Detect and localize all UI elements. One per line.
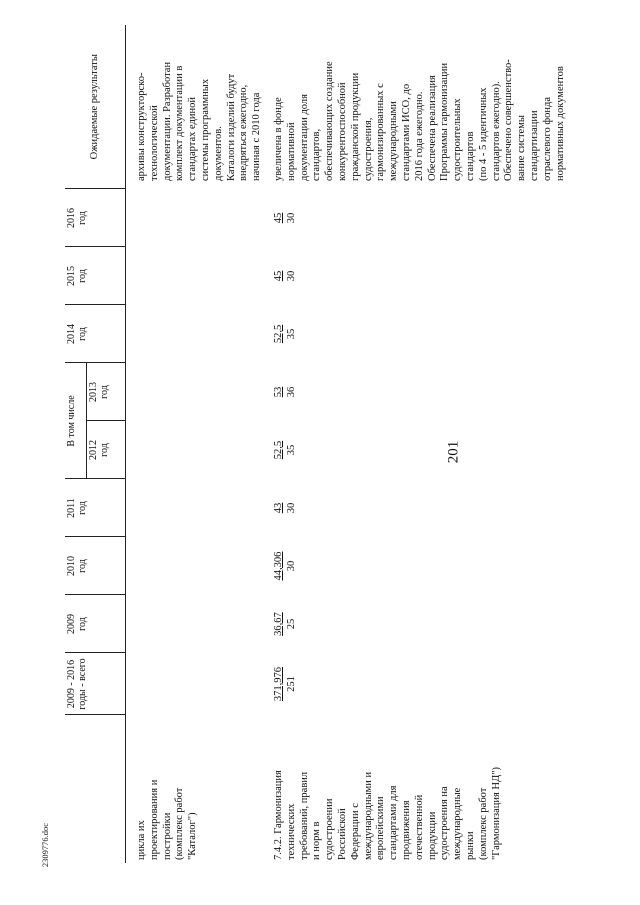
header-row-top — [65, 25, 86, 863]
year-value-cell-2011 — [265, 479, 568, 537]
result-line: гражданской продукции — [349, 72, 361, 181]
row-result-cell — [265, 25, 568, 189]
year-value-top: 36,67 — [272, 612, 284, 636]
row-name-line: и норм в — [311, 821, 323, 860]
row-name-line: (комплекс работ — [174, 787, 186, 860]
result-line: судостроения, — [362, 117, 374, 181]
rotated-table-area — [65, 54, 566, 863]
year-unit: год — [98, 385, 110, 399]
empty-cell — [126, 189, 265, 247]
table-row — [265, 25, 568, 863]
result-line: Программы гармонизации — [439, 62, 451, 181]
year-value-bottom: 30 — [285, 502, 297, 514]
row-name-line: международные — [452, 787, 464, 860]
row-name-line: постройки — [161, 812, 173, 860]
header-year-2012 — [86, 421, 125, 479]
header-in-that-number: В том числе — [65, 363, 86, 479]
year-value-cell-2010 — [265, 537, 568, 595]
result-line: нормативных документов — [554, 66, 566, 181]
header-results: Ожидаемые результаты — [65, 25, 126, 189]
header-year-2010 — [65, 537, 126, 595]
result-line: нормативной — [285, 122, 297, 181]
result-line: документов. — [212, 126, 224, 181]
result-line: международными — [388, 101, 400, 181]
row-name-line: судостроении — [324, 798, 336, 860]
year-value-top: 45 — [272, 212, 284, 224]
row-name-cell — [126, 715, 265, 863]
header-year-2009 — [65, 595, 126, 653]
year-label: 2012 — [87, 440, 99, 460]
row-name-line: стандартами для — [388, 785, 400, 860]
header-name-cell — [65, 715, 126, 863]
year-value-bottom: 30 — [285, 270, 297, 282]
year-value-top: 52,5 — [272, 440, 284, 460]
result-line: стандартов — [464, 131, 476, 181]
year-label: 2015 — [66, 265, 77, 286]
header-year-2014 — [65, 305, 126, 363]
program-table — [65, 25, 568, 863]
year-unit: год — [98, 443, 110, 457]
result-line: вание системы — [516, 115, 528, 181]
empty-cell — [126, 363, 265, 421]
result-line: стандартов, — [311, 128, 323, 181]
footer-document-code: 2309776.doc — [40, 822, 50, 868]
result-line: начиная с 2010 года — [251, 92, 263, 181]
result-line: 2016 года ежегодно. — [413, 91, 425, 181]
year-value-top: 43 — [272, 502, 284, 514]
result-line: стандартами ИСО, до — [400, 83, 412, 181]
result-line: Обеспечена реализация — [426, 75, 438, 181]
empty-cell — [126, 653, 265, 715]
year-value-bottom: 35 — [285, 328, 297, 340]
year-label: 2009 — [66, 614, 77, 634]
year-value-top: 52,5 — [272, 324, 284, 344]
result-line: внедряться ежегодно, — [238, 84, 250, 181]
result-line: Каталоги изделий будут — [225, 73, 237, 181]
header-year-2013 — [86, 363, 125, 421]
year-value-cell-2009 — [265, 595, 568, 653]
year-value-cell-2016 — [265, 189, 568, 247]
header-total-bottom: годы - всего — [77, 658, 88, 710]
year-value-cell-2013 — [265, 363, 568, 421]
result-line: гармонизированных с — [375, 83, 387, 181]
row-name-line: Федерации с — [349, 803, 361, 860]
year-unit: год — [77, 327, 88, 341]
row-name-line: судостроения на — [439, 786, 451, 860]
result-line: стандартизации — [528, 110, 540, 181]
result-line: увеличена в фонде — [272, 97, 284, 181]
result-line: стандартов ежегодно). — [490, 81, 502, 181]
total-value-bottom: 251 — [285, 676, 297, 692]
year-value-top: 45 — [272, 270, 284, 282]
empty-cell — [126, 421, 265, 479]
result-line: стандартах единой — [187, 96, 199, 181]
row-name-line: (комплекс работ — [477, 787, 489, 860]
row-name-line: проектирования и — [148, 779, 160, 860]
year-value-cell-2014 — [265, 305, 568, 363]
empty-cell — [126, 537, 265, 595]
row-name-line: "Каталог") — [187, 812, 199, 860]
empty-cell — [126, 479, 265, 537]
header-total-top: 2009 - 2016 — [66, 659, 77, 709]
year-value-bottom: 35 — [285, 444, 297, 456]
year-value-top: 53 — [272, 386, 284, 398]
year-label: 2014 — [66, 323, 77, 344]
result-line: обеспечивающих создание — [324, 61, 336, 181]
row-result-cell — [126, 25, 265, 189]
year-unit: год — [77, 617, 88, 631]
row-name-line: рынки — [464, 831, 476, 860]
header-year-2011 — [65, 479, 126, 537]
row-name-line: требований, правил — [298, 771, 310, 860]
year-label: 2011 — [66, 498, 77, 518]
row-name-line: европейскими — [375, 796, 387, 860]
year-value-bottom: 36 — [285, 386, 297, 398]
result-line: конкурентоспособной — [336, 82, 348, 181]
row-name-cell — [265, 715, 568, 863]
result-line: комплект документации в — [174, 65, 186, 181]
result-line: (по 4 - 5 идентичных — [477, 87, 489, 181]
row-name-line: продукции — [426, 811, 438, 860]
result-line: документации доля — [298, 94, 310, 181]
header-year-2015 — [65, 247, 126, 305]
year-label: 2016 — [66, 207, 77, 228]
year-value-cell-2012 — [265, 421, 568, 479]
year-value-cell-2015 — [265, 247, 568, 305]
table-row — [126, 25, 265, 863]
row-name-line: 7.4.2. Гармонизация — [272, 770, 284, 860]
total-value-top: 371,976 — [272, 666, 284, 702]
result-line: отраслевого фонда — [541, 96, 553, 181]
row-name-line: цикла их — [136, 820, 147, 860]
empty-cell — [126, 305, 265, 363]
header-year-2016 — [65, 189, 126, 247]
empty-cell — [126, 595, 265, 653]
year-unit: год — [77, 269, 88, 283]
row-name-line: "Гармонизация НД") — [490, 766, 502, 860]
total-value-cell — [265, 653, 568, 715]
year-unit: год — [77, 501, 88, 515]
empty-cell — [126, 247, 265, 305]
page-number: 201 — [445, 440, 462, 464]
year-label: 2013 — [87, 382, 99, 402]
year-value-bottom: 25 — [285, 618, 297, 630]
row-name-line: технических — [285, 803, 297, 860]
year-unit: год — [77, 559, 88, 573]
result-line: Обеспечено совершенство- — [503, 59, 515, 181]
row-name-line: Российской — [336, 808, 348, 860]
row-name-line: международными и — [362, 771, 374, 860]
year-value-top: 44,306 — [272, 551, 284, 581]
result-line: документации. Разработан — [161, 61, 173, 181]
result-line: технологической — [148, 105, 160, 181]
row-name-line: отечественной — [413, 794, 425, 860]
result-line: архивы конструкторско- — [136, 72, 147, 181]
header-total-cell — [65, 653, 126, 715]
year-value-bottom: 30 — [285, 212, 297, 224]
result-line: судостроительных — [452, 98, 464, 181]
result-line: системы программных — [199, 78, 211, 181]
year-label: 2010 — [66, 556, 77, 576]
row-name-line: продвижения — [400, 800, 412, 860]
year-unit: год — [77, 211, 88, 225]
year-value-bottom: 30 — [285, 560, 297, 572]
